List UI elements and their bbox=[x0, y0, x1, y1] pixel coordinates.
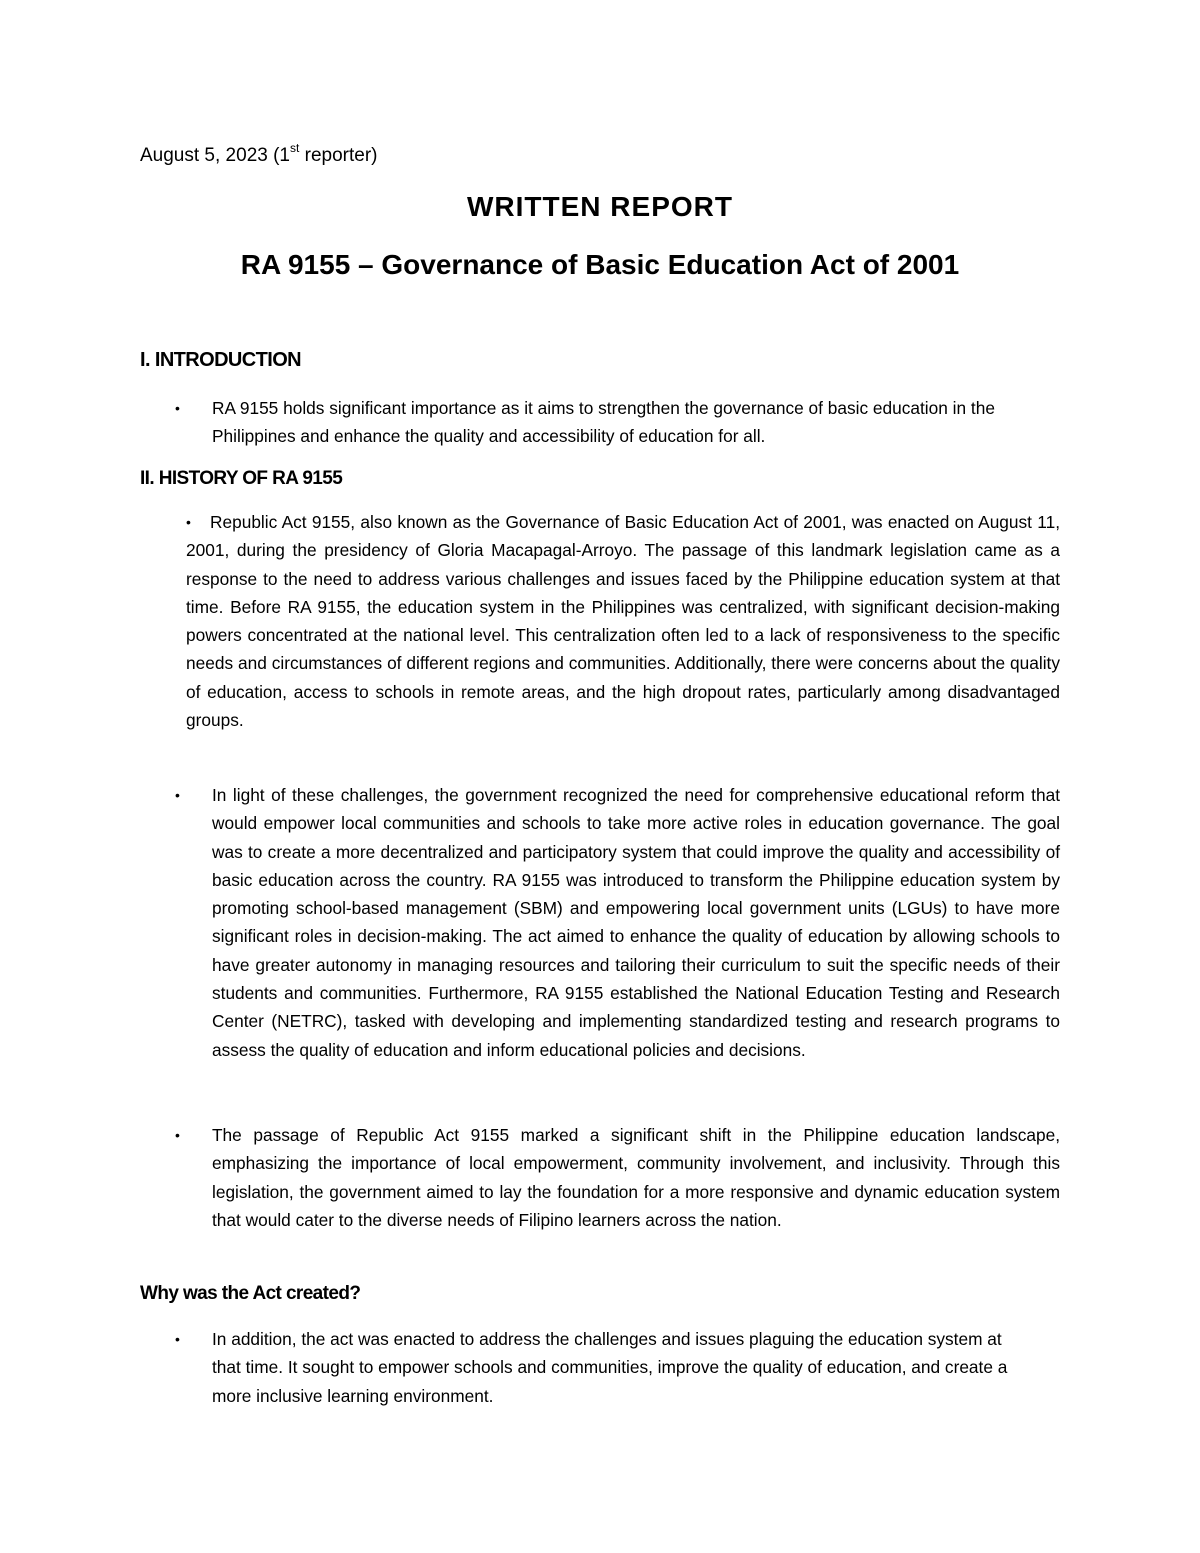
document-subtitle: RA 9155 – Governance of Basic Education Act of 2001 bbox=[240, 249, 960, 280]
bullet-icon: • bbox=[175, 787, 180, 803]
why-bullet-1: In addition, the act was enacted to address the challenges and issues plaguing the education system at that time. It sought to empower schools and communities, improve the quality of education, and create a more inclusive learning environment. bbox=[212, 1329, 1008, 1406]
history-bullet-3: The passage of Republic Act 9155 marked a significant shift in the Philippine education landscape, emphasizing the importance of local empowerment, community involvement, and inclusivity. Through this legislation, the government aimed to lay the foundation for a more responsive and dynamic education system that would cater to the diverse needs of Filipino learners across the nation. bbox=[212, 1125, 1060, 1230]
date-superscript: st bbox=[290, 140, 300, 155]
date-text: August 5, 2023 (1 bbox=[140, 145, 290, 166]
history-bullet-1 bbox=[186, 508, 1060, 734]
history-bullet-2: In light of these challenges, the government recognized the need for comprehensive educational reform that would empower local communities and schools to take more active roles in education governance. The goal was to create a more decentralized and participatory system that could improve the quality and accessibility of basic education across the country. RA 9155 was introduced to transform the Philippine education system by promoting school-based management (SBM) and empowering local government units (LGUs) to have more significant roles in decision-making. The act aimed to enhance the quality of education by allowing schools to have greater autonomy in managing resources and tailoring their curriculum to suit the specific needs of their students and communities. Furthermore, RA 9155 established the National Education Testing and Research Center (NETRC), tasked with developing and implementing standardized testing and research programs to assess the quality of education and inform educational policies and decisions. bbox=[212, 785, 1060, 1060]
section-heading-history: II. HISTORY OF RA 9155 bbox=[140, 468, 343, 489]
bullet-icon: • bbox=[186, 514, 191, 530]
document-title: WRITTEN REPORT bbox=[467, 191, 733, 222]
intro-bullet-1: RA 9155 holds significant importance as it aims to strengthen the governance of basic education in the Philippines and enhance the quality and accessibility of education for all. bbox=[212, 398, 995, 447]
bullet-icon: • bbox=[175, 400, 180, 416]
report-date bbox=[140, 142, 377, 170]
bullet-icon: • bbox=[175, 1331, 180, 1347]
section-heading-why: Why was the Act created? bbox=[140, 1283, 361, 1304]
bullet-icon: • bbox=[175, 1127, 180, 1143]
date-suffix: reporter) bbox=[299, 145, 378, 166]
history-bullet-1-text: Republic Act 9155, also known as the Governance of Basic Education Act of 2001, was enacted on August 11, 2001, during the presidency of Gloria Macapagal-Arroyo. The passage of this landmark legislation came as a response to the need to address various challenges and issues faced by the Philippine education system at that time. Before RA 9155, the education system in the Philippines was centralized, with significant decision-making powers concentrated at the national level. This centralization often led to a lack of responsiveness to the specific needs and circumstances of different regions and communities. Additionally, there were concerns about the quality of education, access to schools in remote areas, and the high dropout rates, particularly among disadvantaged groups. bbox=[186, 512, 1060, 731]
section-heading-introduction: I. INTRODUCTION bbox=[140, 349, 301, 371]
